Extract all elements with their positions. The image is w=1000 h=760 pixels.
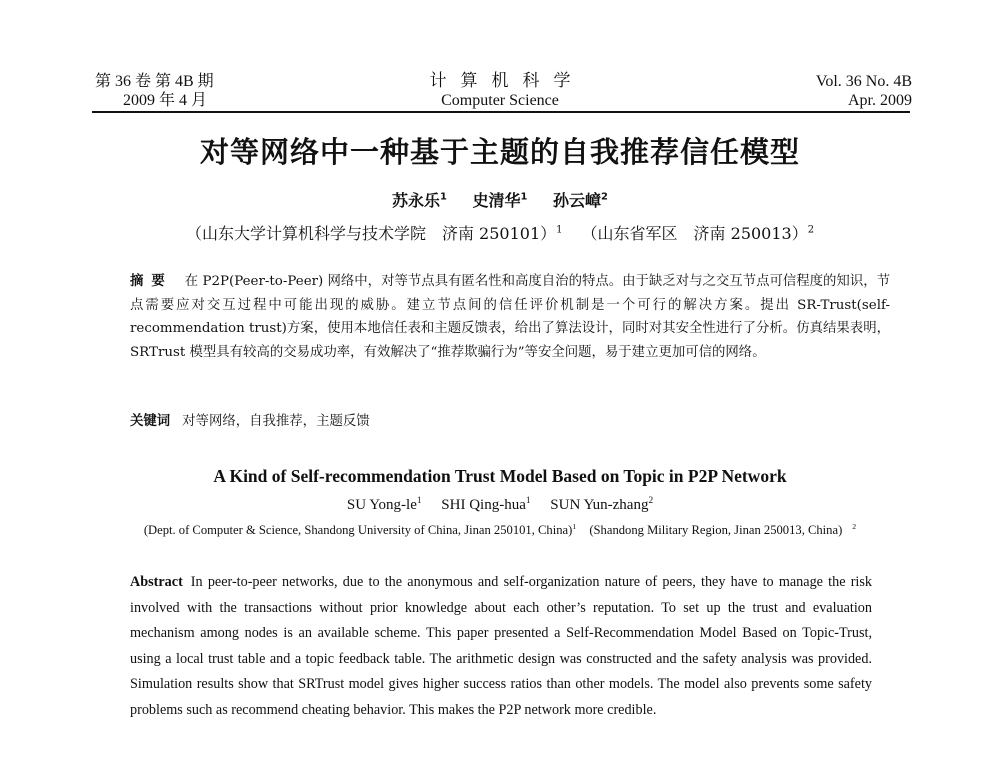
abstract-cn <box>130 270 890 364</box>
author-cn: 史清华$^1$ <box>472 191 528 210</box>
affiliation-cn: （山东大学计算机科学与技术学院 济南 250101）$^1$ （山东省军区 济南 250013）$^2$ <box>185 224 815 243</box>
issue-date-cn: 2009 年 4 月 <box>123 92 208 109</box>
volume-info-en <box>816 72 912 110</box>
keywords-label-cn: 关键词 <box>130 414 171 429</box>
author-en: SHI Qing-hua$^1$ <box>441 496 531 513</box>
author-list-cn <box>0 188 1000 211</box>
header-rule <box>92 111 910 113</box>
author-cn: 孙云嶂$^2$ <box>553 191 608 210</box>
journal-name-en: Computer Science <box>441 92 559 109</box>
abstract-label-en: Abstract <box>130 574 183 590</box>
paper-title-cn: 对等网络中一种基于主题的自我推荐信任模型 <box>199 135 800 169</box>
abstract-text-en: In peer-to-peer networks, due to the anonymous and self-organization nature of peers, they have to manage the risk involved with the transactions without prior knowledge about each other’s reputation. To set up the trust and evaluation mechanism among nodes is an available scheme. This paper presented a Self-Recommendation Model Based on Topic-Trust, using a local trust table and a topic feedback table. The arithmetic design was constructed and the safety analysis was provided. Simulation results show that SRTrust model gives higher success ratios than other models. The model also prevents some safety problems such as recommend cheating behavior. This makes the P2P network more credible. <box>130 574 872 718</box>
journal-name-cn: 计算机科学 <box>429 71 585 91</box>
affiliation-en: (Dept. of Computer & Science, Shandong University of China, Jinan 250101, China)$^1$ (Shandong Military Region, Jinan 250013, China) $^2$ <box>143 521 857 537</box>
paper-title-en: A Kind of Self-recommendation Trust Model Based on Topic in P2P Network <box>213 466 787 486</box>
author-en: SUN Yun-zhang$^2$ <box>550 496 654 513</box>
abstract-label-cn: 摘要 <box>130 274 173 289</box>
abstract-en <box>130 570 872 724</box>
author-cn: 苏永乐$^1$ <box>392 191 447 210</box>
keywords-text-cn: 对等网络，自我推荐，主题反馈 <box>182 414 370 429</box>
author-list-en <box>0 497 1000 514</box>
volume-issue: 第 36 卷 第 4B 期 <box>95 73 214 90</box>
author-en: SU Yong-$le^1$ <box>346 496 422 513</box>
volume-number-en: Vol. 36 No. 4B <box>815 73 912 90</box>
keywords-cn <box>130 410 370 429</box>
issue-date-en: Apr. 2009 <box>848 92 912 109</box>
abstract-text-cn: 在 P2P(Peer-to-Peer) 网络中，对等节点具有匿名性和高度自治的特点。由于缺乏对与之交互节点可信程度的知识，节点需要应对交互过程中可能出现的威胁。建立节点间的信任评价机制是一个可行的解决方案。提出 SR-Trust(self-recommendation trust)方案，使用本地信任表和主题反馈表，给出了算法设计，同时对其安全性进行了分析。仿真结果表明，SRTrust 模型具有较高的交易成功率，有效解决了“推荐欺骗行为”等安全问题，易于建立更加可信的网络。 <box>130 274 891 360</box>
